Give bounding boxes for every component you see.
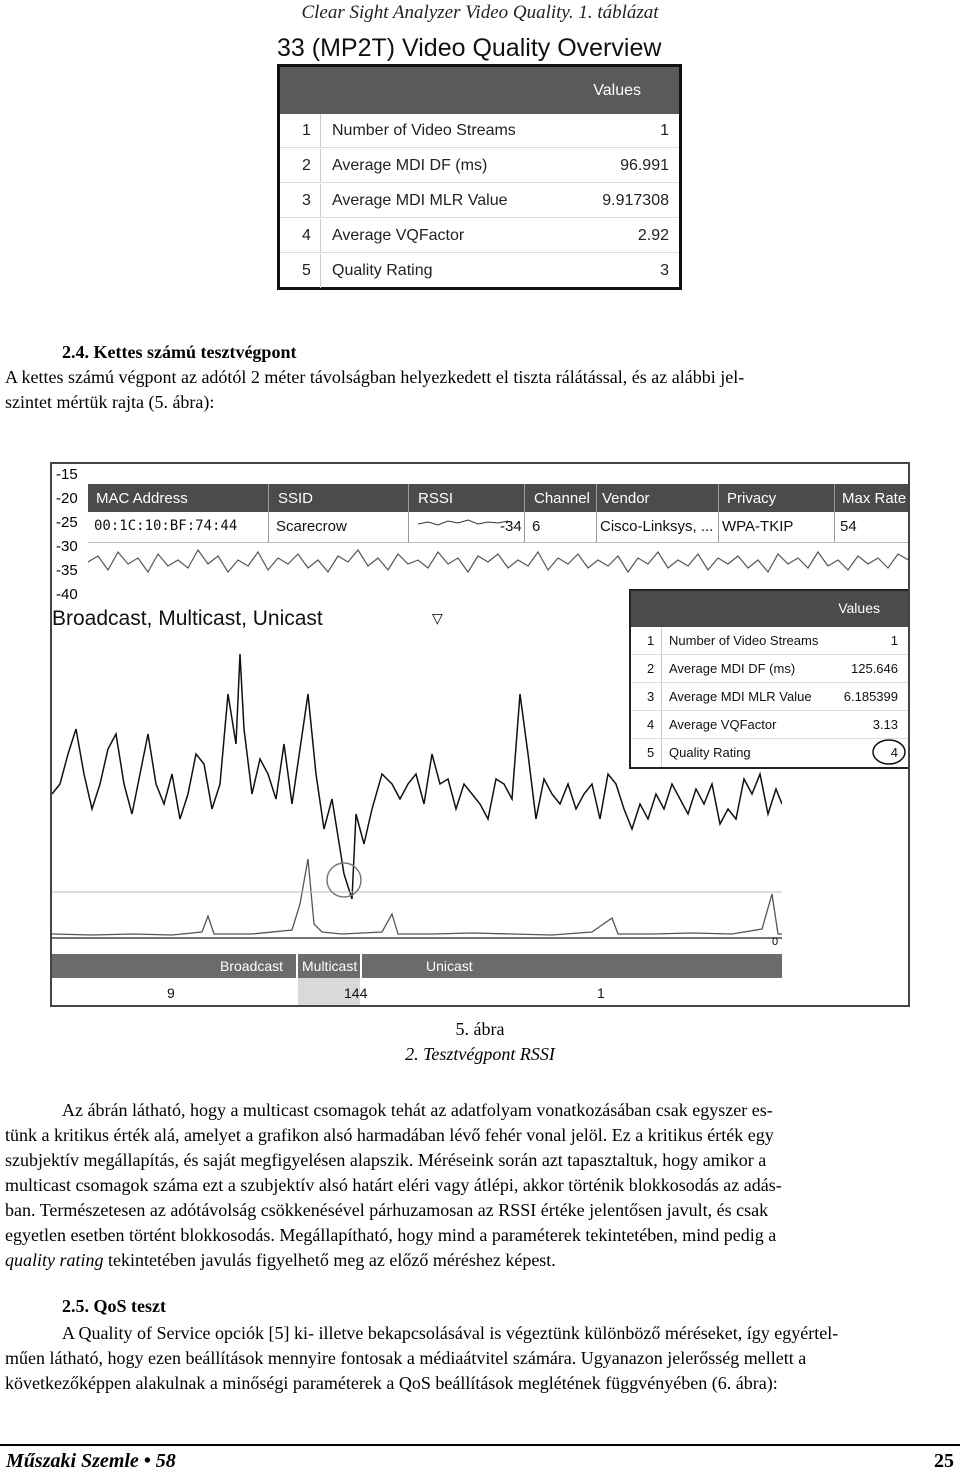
- multicast-label: Multicast: [302, 958, 358, 974]
- row-value: 1: [890, 633, 898, 648]
- table-row: [631, 627, 908, 655]
- row-label: Quality Rating: [332, 262, 433, 279]
- row-label: Average MDI MLR Value: [332, 192, 508, 209]
- section-heading-2-5: 2.5. QoS teszt: [62, 1296, 166, 1316]
- cell-channel: 6: [532, 518, 541, 535]
- column-rssi[interactable]: RSSI: [418, 490, 454, 507]
- broadcast-label: Broadcast: [220, 958, 284, 974]
- row-value: 6.185399: [843, 689, 898, 704]
- row-value: 96.991: [620, 157, 669, 174]
- y-axis-label: -40: [56, 586, 78, 603]
- footer-journal: Műszaki Szemle • 58: [6, 1450, 176, 1472]
- row-number: 4: [647, 717, 655, 732]
- wifi-grid-header: [88, 484, 910, 512]
- table1-header: [280, 67, 679, 114]
- row-value: 125.646: [851, 661, 898, 676]
- table-row: [631, 683, 908, 711]
- row-value: 3: [660, 262, 669, 279]
- table1-title: 33 (MP2T) Video Quality Overview: [277, 34, 662, 62]
- table-row: [631, 655, 908, 683]
- row-number: 3: [647, 689, 655, 704]
- figure-caption-title: 2. Tesztvégpont RSSI: [405, 1044, 555, 1064]
- table-row: [631, 711, 908, 739]
- table-row: [280, 184, 679, 218]
- row-label: Average VQFactor: [332, 227, 465, 244]
- row-value: 1: [660, 122, 669, 139]
- row-value: 2.92: [637, 227, 669, 244]
- row-label: Average MDI DF (ms): [332, 157, 488, 174]
- cell-vendor: Cisco-Linksys, ...: [600, 518, 714, 535]
- row-label: Number of Video Streams: [669, 633, 819, 648]
- video-quality-table-1: [277, 64, 682, 290]
- row-number: 4: [302, 227, 311, 244]
- row-value: 9.917308: [602, 192, 669, 209]
- row-label: Average MDI MLR Value: [669, 689, 812, 704]
- cell-mac: 00:1C:10:BF:74:44: [94, 518, 238, 534]
- paragraph-line: tünk a kritikus érték alá, amelyet a grafikon alsó harmadában lévő fehér vonal jelöl. Ez a kritikus érték egy: [5, 1125, 774, 1145]
- paragraph-line: multicast csomagok száma ezt a szubjektív alsó határt eléri vagy átlépi, akkor történik blokkosodás az adás-: [5, 1175, 782, 1195]
- row-number: 3: [302, 192, 311, 209]
- packet-type-bar: [52, 954, 782, 978]
- italic-term: quality rating: [5, 1250, 104, 1270]
- table-row: [280, 114, 679, 148]
- row-value: 4: [890, 745, 898, 760]
- table-row: [631, 739, 908, 767]
- paragraph-line: ban. Természetesen az adótávolság csökkenésével párhuzamosan az RSSI értéke jelentősen javult, és csak: [5, 1200, 769, 1220]
- rssi-sparkline: [418, 518, 508, 528]
- multicast-value: 144: [344, 985, 368, 1001]
- y-axis-label: -20: [56, 490, 78, 507]
- y-axis-label: -30: [56, 538, 78, 555]
- video-quality-table-2: [629, 589, 910, 769]
- y-axis-label: -15: [56, 466, 78, 483]
- row-value: 3.13: [872, 717, 898, 732]
- cell-rssi: -34: [500, 518, 522, 535]
- page-header-caption: Clear Sight Analyzer Video Quality. 1. táblázat: [301, 2, 659, 23]
- row-label: Average MDI DF (ms): [669, 661, 796, 676]
- cell-privacy: WPA-TKIP: [722, 518, 794, 535]
- unicast-label: Unicast: [426, 958, 473, 974]
- cell-max-rate: 54: [840, 518, 857, 535]
- broadcast-value: 9: [167, 985, 175, 1001]
- table-row: [280, 149, 679, 183]
- table2-values-header: Values: [838, 600, 880, 616]
- paragraph-line: szubjektív megállapítás, és saját megfigyelésen alapszik. Méréseink során azt tapasztaltuk, hogy amikor a: [5, 1150, 767, 1170]
- column-ssid[interactable]: SSID: [278, 490, 314, 507]
- row-number: 1: [647, 633, 655, 648]
- section-2-5-line: A Quality of Service opciók [5] ki- illetve bekapcsolásával is végeztünk különböző méréseket, így egyértel-: [62, 1323, 839, 1343]
- column-channel[interactable]: Channel: [534, 490, 590, 507]
- section-2-4-line-1: A kettes számú végpont az adótól 2 méter távolságban helyezkedett el tiszta rálátással, és az alábbi jel-: [5, 367, 745, 387]
- page-number: 25: [934, 1450, 954, 1472]
- row-number: 2: [647, 661, 655, 676]
- zero-label: 0: [772, 936, 779, 948]
- row-label: Number of Video Streams: [332, 122, 516, 139]
- table-row: [280, 219, 679, 253]
- unicast-value: 1: [597, 985, 605, 1001]
- rssi-figure: [50, 462, 910, 1007]
- row-number: 1: [302, 122, 311, 139]
- chevron-down-icon[interactable]: ▽: [432, 610, 443, 626]
- row-label: Quality Rating: [669, 745, 751, 760]
- row-number: 5: [302, 262, 311, 279]
- column-privacy[interactable]: Privacy: [727, 490, 777, 507]
- cell-ssid: Scarecrow: [276, 518, 347, 535]
- footer-divider: [0, 1444, 960, 1446]
- column-vendor[interactable]: Vendor: [602, 490, 650, 507]
- section-heading-2-4: 2.4. Kettes számú tesztvégpont: [62, 342, 297, 362]
- figure-caption-number: 5. ábra: [455, 1019, 505, 1039]
- row-number: 2: [302, 157, 311, 174]
- paragraph-line: Az ábrán látható, hogy a multicast csomagok tehát az adatfolyam vonatkozásában csak egyszer es-: [62, 1100, 773, 1120]
- chart-title: Broadcast, Multicast, Unicast: [52, 607, 323, 630]
- row-label: Average VQFactor: [669, 717, 777, 732]
- column-mac-address[interactable]: MAC Address: [96, 490, 188, 507]
- section-2-5-line: műen látható, hogy ezen beállítások mennyire fontosak a médiaátvitel számára. Ugyanazon jelerősség mellett a: [5, 1348, 807, 1368]
- section-2-5-line: következőképpen alakulnak a minőségi paraméterek a QoS beállítások meglétének függvényében (6. ábra):: [5, 1373, 778, 1393]
- paragraph-line: egyetlen esetben történt blokkosodás. Megállapítható, hogy mind a paraméterek tekintetében, mind pedig a: [5, 1225, 777, 1245]
- table1-values-header: Values: [593, 82, 641, 99]
- table-row: [280, 254, 679, 288]
- section-2-4-line-2: szintet mértük rajta (5. ábra):: [5, 392, 215, 412]
- y-axis-label: -35: [56, 562, 78, 579]
- column-max-rate[interactable]: Max Rate: [842, 490, 907, 507]
- highlight-circle: [871, 737, 907, 767]
- paragraph-tail: tekintetében javulás figyelhető meg az előző méréshez képest.: [103, 1250, 556, 1270]
- wifi-grid-row[interactable]: [88, 512, 910, 543]
- y-axis-label: -25: [56, 514, 78, 531]
- paragraph-line: [5, 1248, 955, 1273]
- row-number: 5: [647, 745, 655, 760]
